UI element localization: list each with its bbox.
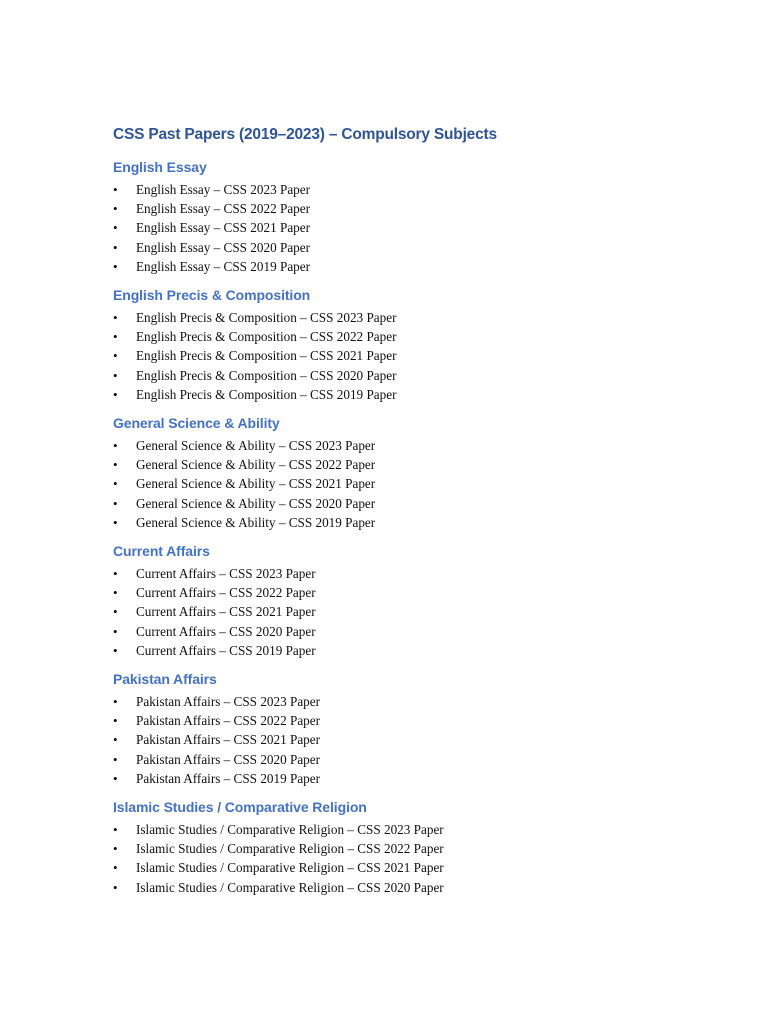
list-item — [113, 730, 728, 749]
list-item-text: Current Affairs – CSS 2023 Paper — [136, 566, 316, 582]
list-item-text: Pakistan Affairs – CSS 2021 Paper — [136, 732, 321, 748]
bullet-icon: • — [113, 367, 118, 383]
section-general-science — [113, 414, 728, 532]
list-item — [113, 750, 728, 769]
bullet-icon: • — [113, 310, 118, 326]
paper-list — [113, 564, 728, 660]
list-item — [113, 474, 728, 493]
list-item-text: English Essay – CSS 2021 Paper — [136, 220, 311, 236]
list-item-text: Current Affairs – CSS 2021 Paper — [136, 604, 316, 620]
bullet-icon: • — [113, 239, 118, 255]
list-item — [113, 564, 728, 583]
list-item-text: General Science & Ability – CSS 2019 Paper — [136, 514, 376, 530]
list-item — [113, 385, 728, 404]
bullet-icon: • — [113, 822, 118, 838]
paper-list — [113, 820, 728, 897]
list-item — [113, 308, 728, 327]
list-item — [113, 257, 728, 276]
list-item-text: English Essay – CSS 2023 Paper — [136, 182, 311, 197]
list-item-text: General Science & Ability – CSS 2022 Paper — [136, 457, 376, 473]
bullet-icon: • — [113, 604, 118, 620]
bullet-icon: • — [113, 386, 118, 402]
bullet-icon: • — [113, 495, 118, 511]
paper-list — [113, 436, 728, 532]
list-item-text: Pakistan Affairs – CSS 2019 Paper — [136, 770, 321, 786]
bullet-icon: • — [113, 220, 118, 236]
list-item — [113, 218, 728, 237]
paper-list — [113, 692, 728, 788]
list-item — [113, 769, 728, 788]
list-item — [113, 180, 728, 199]
list-item-text: Islamic Studies / Comparative Religion – CSS 2020 Paper — [136, 879, 444, 895]
list-item-text: Pakistan Affairs – CSS 2020 Paper — [136, 751, 321, 767]
list-item-text: English Precis & Composition – CSS 2023 Paper — [136, 310, 397, 326]
bullet-icon: • — [113, 642, 118, 658]
list-item — [113, 641, 728, 660]
list-item-text: Current Affairs – CSS 2022 Paper — [136, 585, 316, 601]
list-item-text: Current Affairs – CSS 2019 Paper — [136, 642, 316, 658]
section-current-affairs — [113, 542, 728, 660]
list-item — [113, 583, 728, 602]
section-english-essay — [113, 158, 728, 276]
bullet-icon: • — [113, 841, 118, 857]
document-title: CSS Past Papers (2019–2023) – Compulsory Subjects — [113, 126, 497, 143]
section-heading: Pakistan Affairs — [113, 671, 217, 688]
list-item — [113, 878, 728, 897]
paper-list — [113, 308, 728, 404]
bullet-icon: • — [113, 201, 118, 217]
bullet-icon: • — [113, 457, 118, 473]
bullet-icon: • — [113, 438, 118, 454]
list-item-text: English Precis & Composition – CSS 2020 Paper — [136, 367, 397, 383]
list-item-text: English Precis & Composition – CSS 2019 Paper — [136, 386, 397, 402]
section-heading: English Precis & Composition — [113, 287, 311, 304]
list-item — [113, 622, 728, 641]
list-item-text: Islamic Studies / Comparative Religion – CSS 2022 Paper — [136, 841, 444, 857]
section-heading: Islamic Studies / Comparative Religion — [113, 799, 367, 816]
list-item-text: Islamic Studies / Comparative Religion – CSS 2023 Paper — [136, 822, 444, 838]
section-islamic-studies — [113, 798, 728, 897]
list-item — [113, 602, 728, 621]
section-heading: Current Affairs — [113, 543, 210, 560]
bullet-icon: • — [113, 566, 118, 582]
bullet-icon: • — [113, 751, 118, 767]
list-item — [113, 711, 728, 730]
list-item-text: General Science & Ability – CSS 2023 Paper — [136, 438, 376, 454]
list-item — [113, 494, 728, 513]
bullet-icon: • — [113, 860, 118, 876]
list-item — [113, 820, 728, 839]
section-english-precis — [113, 286, 728, 404]
list-item-text: Islamic Studies / Comparative Religion – CSS 2021 Paper — [136, 860, 444, 876]
bullet-icon: • — [113, 623, 118, 639]
list-item — [113, 366, 728, 385]
bullet-icon: • — [113, 329, 118, 345]
bullet-icon: • — [113, 879, 118, 895]
list-item — [113, 238, 728, 257]
list-item-text: General Science & Ability – CSS 2020 Paper — [136, 495, 376, 511]
section-heading: General Science & Ability — [113, 415, 280, 432]
bullet-icon: • — [113, 182, 118, 197]
list-item-text: English Essay – CSS 2020 Paper — [136, 239, 311, 255]
bullet-icon: • — [113, 514, 118, 530]
list-item-text: English Precis & Composition – CSS 2022 Paper — [136, 329, 397, 345]
list-item-text: Current Affairs – CSS 2020 Paper — [136, 623, 316, 639]
section-heading: English Essay — [113, 159, 207, 175]
list-item-text: English Precis & Composition – CSS 2021 Paper — [136, 348, 397, 364]
bullet-icon: • — [113, 476, 118, 492]
bullet-icon: • — [113, 585, 118, 601]
list-item-text: Pakistan Affairs – CSS 2022 Paper — [136, 713, 321, 729]
section-pakistan-affairs — [113, 670, 728, 788]
bullet-icon: • — [113, 694, 118, 710]
list-item — [113, 692, 728, 711]
bullet-icon: • — [113, 258, 118, 274]
list-item-text: English Essay – CSS 2019 Paper — [136, 258, 311, 274]
list-item — [113, 513, 728, 532]
bullet-icon: • — [113, 348, 118, 364]
list-item — [113, 199, 728, 218]
list-item — [113, 839, 728, 858]
list-item-text: English Essay – CSS 2022 Paper — [136, 201, 311, 217]
list-item-text: Pakistan Affairs – CSS 2023 Paper — [136, 694, 321, 710]
list-item — [113, 327, 728, 346]
bullet-icon: • — [113, 713, 118, 729]
list-item-text: General Science & Ability – CSS 2021 Paper — [136, 476, 376, 492]
list-item — [113, 346, 728, 365]
list-item — [113, 436, 728, 455]
list-item — [113, 455, 728, 474]
paper-list — [113, 180, 728, 276]
list-item — [113, 858, 728, 877]
bullet-icon: • — [113, 770, 118, 786]
bullet-icon: • — [113, 732, 118, 748]
